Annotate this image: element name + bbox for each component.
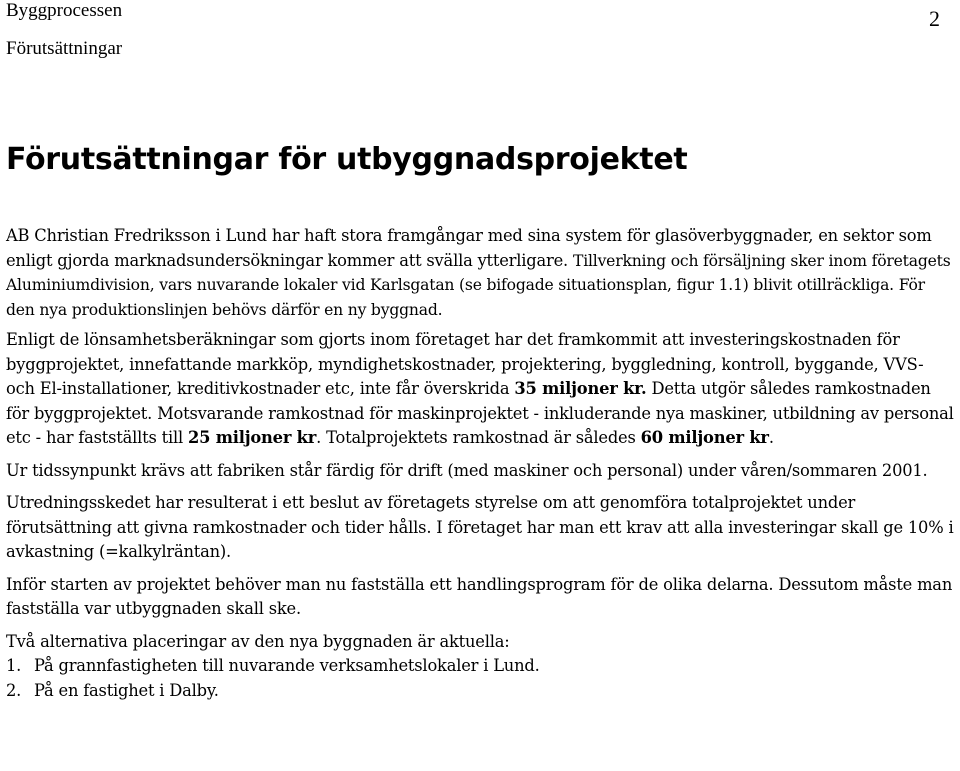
list-item-number: 2. — [6, 680, 22, 700]
paragraph-intro-part-a: AB Christian Fredriksson i Lund har haft stora framgångar med sina system för glasöverbyggnader, en sektor som enligt gjorda marknadsundersökningar kommer att svälla ytterligare. — [6, 226, 932, 270]
list-item-text: På grannfastigheten till nuvarande verksamhetslokaler i Lund. — [34, 656, 540, 675]
budget-amount-total: 60 miljoner kr — [640, 428, 769, 447]
paragraph-intro-part-b: Tillverkning och försäljning sker inom företagets Aluminiumdivision, vars nuvarande lokaler vid Karlsgatan (se bifogade situationsplan, figur 1.1) blivit otillräckliga. För den nya produktionslinjen behövs därför en ny byggnad. — [6, 251, 951, 319]
page-number: 2 — [929, 6, 940, 31]
alternatives-list — [6, 654, 956, 703]
budget-amount-building: 35 miljoner kr. — [514, 379, 647, 398]
paragraph-schedule: Ur tidssynpunkt krävs att fabriken står färdig för drift (med maskiner och personal) under våren/sommaren 2001. — [6, 460, 928, 480]
list-item — [6, 654, 956, 679]
page-title: Förutsättningar för utbyggnadsprojektet — [6, 142, 688, 177]
paragraph-alternatives: Två alternativa placeringar av den nya byggnaden är aktuella: — [6, 631, 510, 651]
paragraph-program: Inför starten av projektet behöver man nu fastställa ett handlingsprogram för de olika delarna. Dessutom måste man fastställa var utbyggnaden skall ske. — [6, 574, 953, 618]
budget-amount-machines: 25 miljoner kr — [187, 428, 317, 447]
running-header-title: Byggprocessen — [6, 0, 123, 21]
budget-text-e: . — [768, 428, 774, 447]
list-item — [6, 679, 956, 704]
list-item-number: 1. — [6, 656, 22, 675]
budget-text-c: Detta utgör således ramkostnaden för byggprojektet. Motsvarande ramkostnad för maskinprojektet - inkluderande nya maskiner, utbildning av personal etc - har fastställts till — [6, 379, 954, 447]
paragraph-intro — [6, 224, 956, 322]
document-body — [6, 224, 956, 703]
paragraph-decision: Utredningsskedet har resulterat i ett beslut av företagets styrelse om att genomföra totalprojektet under förutsättning att givna ramkostnader och tider hålls. I företaget har man ett krav att alla investeringar skall ge 10% i avkastning (=kalkylräntan). — [6, 493, 954, 561]
list-item-text: På en fastighet i Dalby. — [34, 680, 219, 700]
budget-text-d: . Totalprojektets ramkostnad är således — [316, 428, 641, 447]
running-header-section: Förutsättningar — [6, 38, 123, 59]
budget-text-a: Enligt de lönsamhetsberäkningar som gjorts inom företaget har det framkommit att investeringskostnaden för byggprojektet, innefattande markköp, myndighetskostnader, projektering, byggledning, kontroll, byggande, VVS- och El-installationer, kreditivkostnader etc, inte får överskrida — [6, 330, 924, 398]
paragraph-budget — [6, 328, 956, 451]
